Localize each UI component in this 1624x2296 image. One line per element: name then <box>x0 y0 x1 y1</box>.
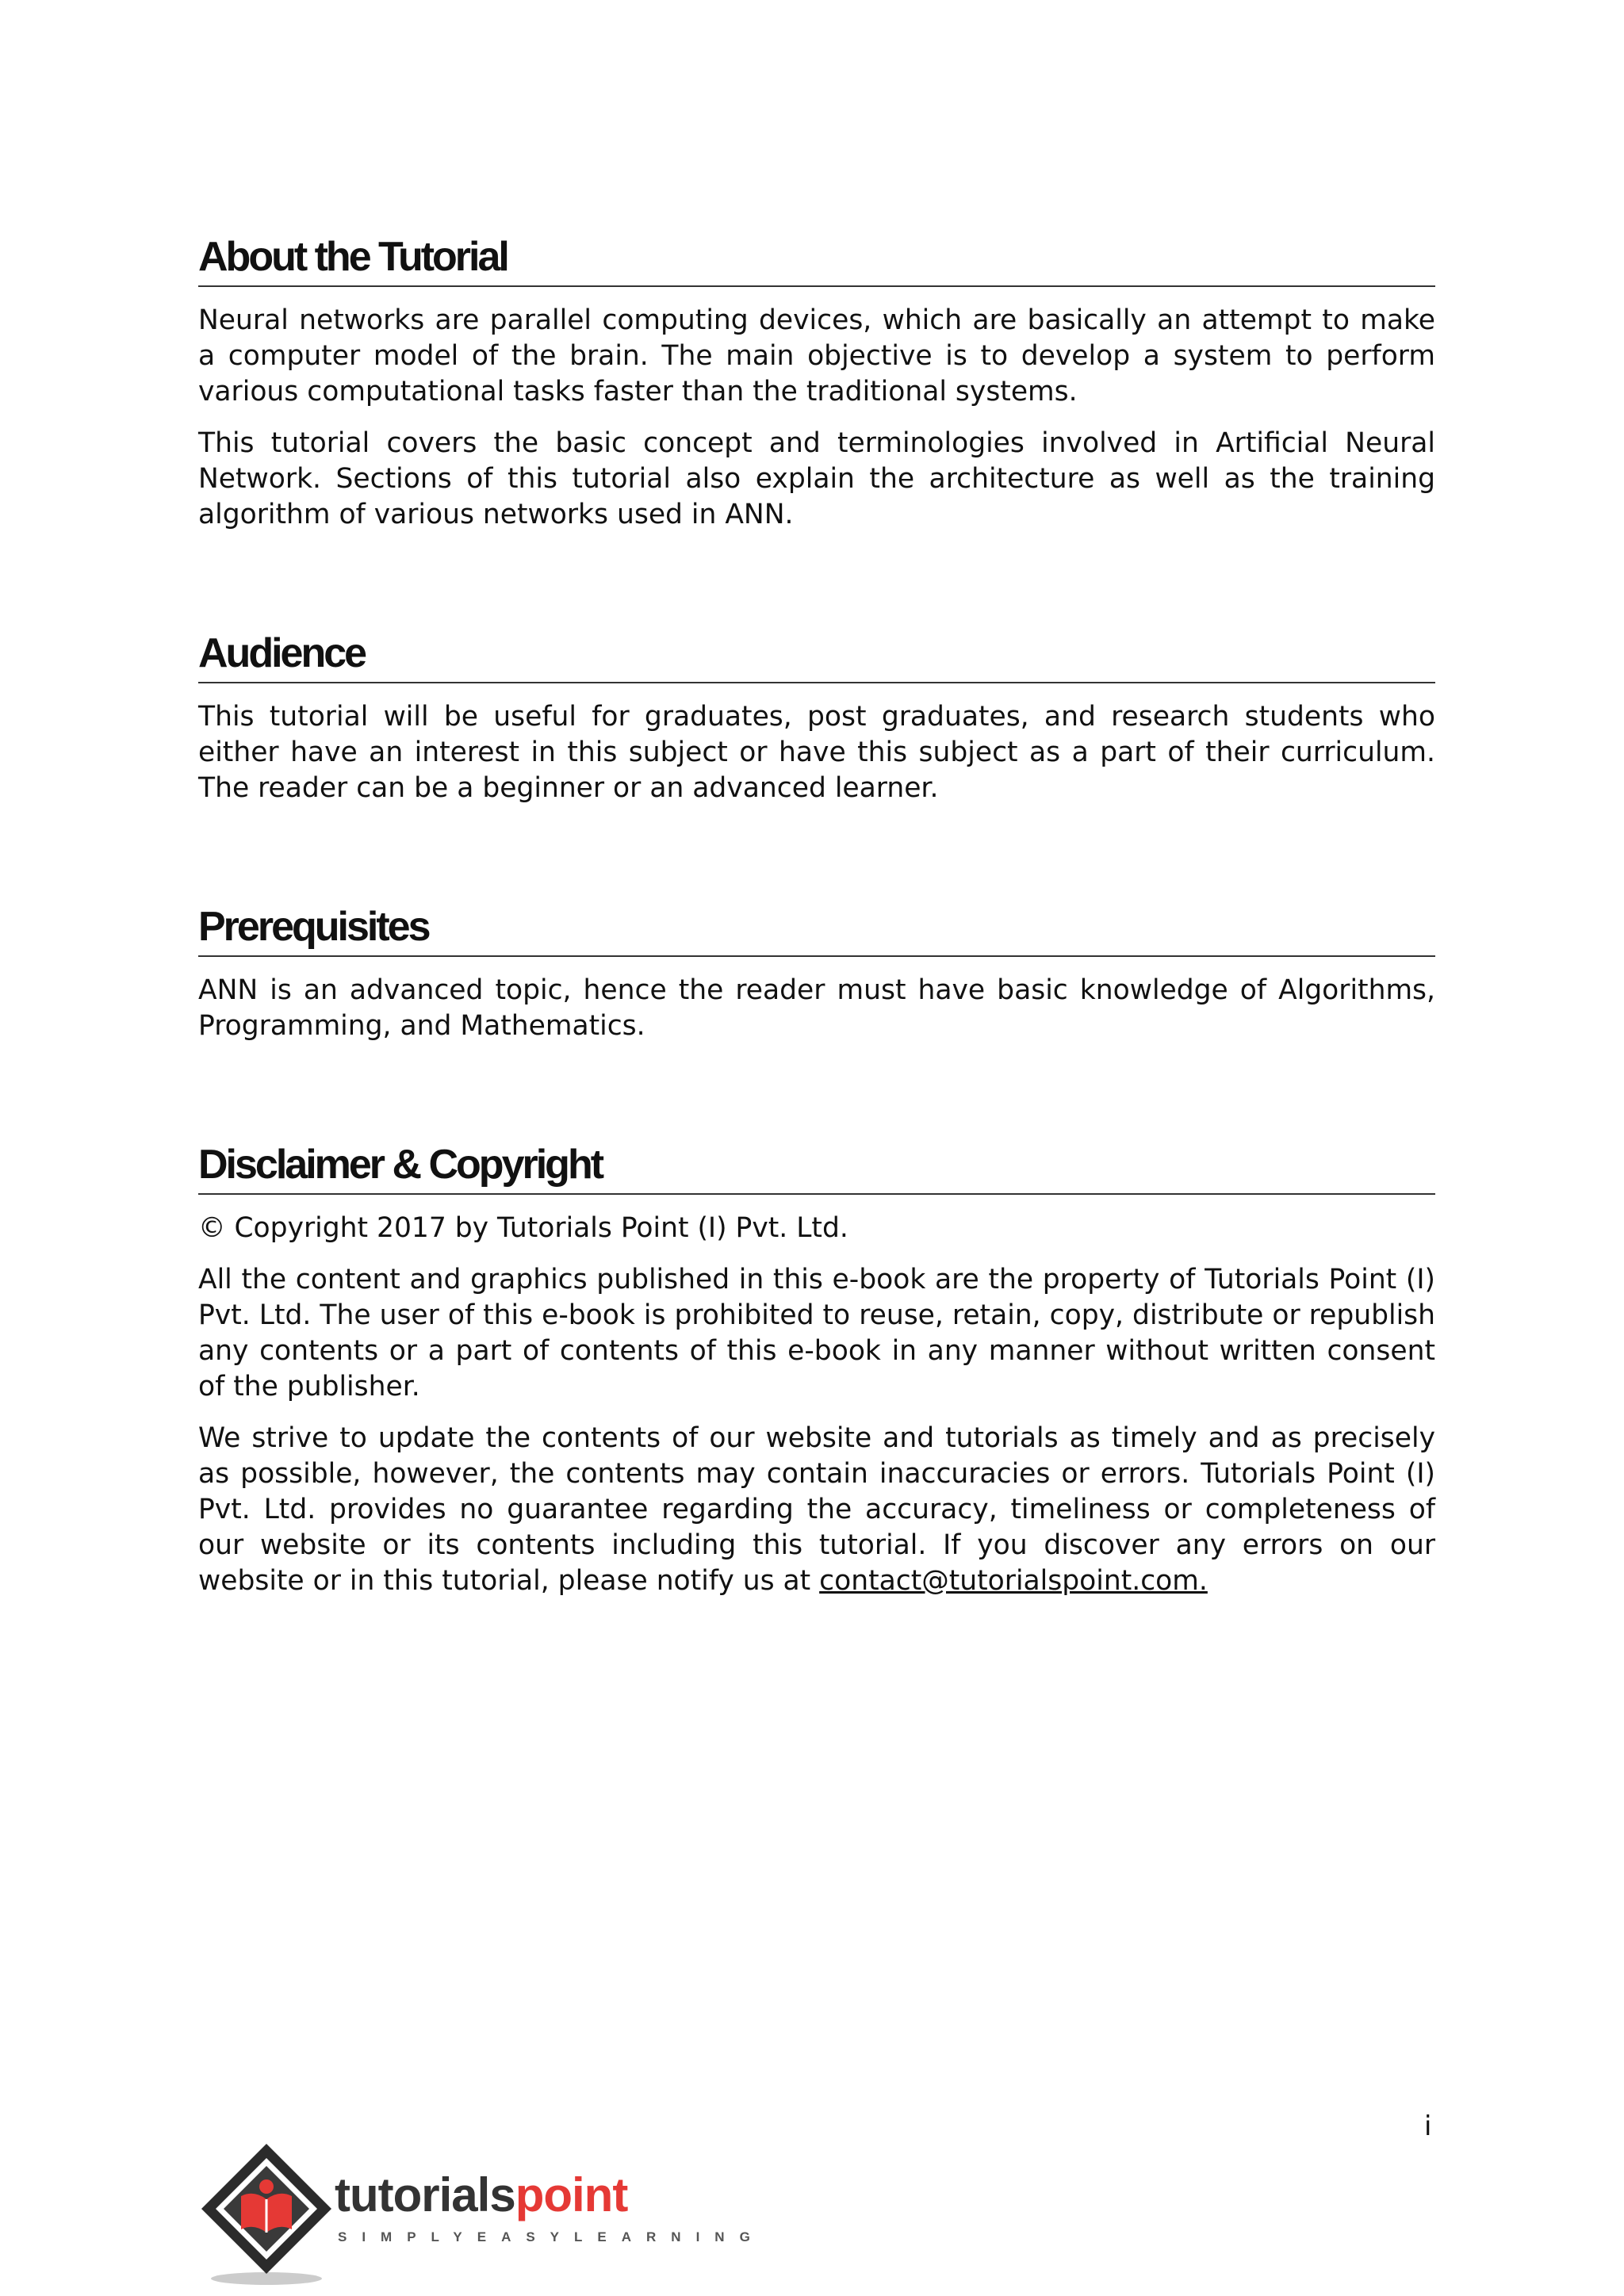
logo-word-point: point <box>515 2168 628 2221</box>
section-prerequisites <box>198 906 1435 1044</box>
document-body <box>198 236 1435 1599</box>
section-about <box>198 236 1435 533</box>
section-heading-audience: Audience <box>198 633 1435 683</box>
section-heading-prerequisites: Prerequisites <box>198 906 1435 957</box>
copyright-line: © Copyright 2017 by Tutorials Point (I) Pvt. Ltd. <box>198 1212 848 1244</box>
audience-paragraph: This tutorial will be useful for graduates, post graduates, and research students who either have an interest in this subject or have this subject as a part of their curriculum. The reader can be a beginner or an advanced learner. <box>198 701 1435 804</box>
page-number: i <box>1424 2110 1432 2142</box>
logo-tagline: SIMPLYEASYLEARNING <box>338 2229 765 2244</box>
tutorialspoint-logo <box>195 2137 765 2288</box>
disclaimer-paragraph-2-text: We strive to update the contents of our website and tutorials as timely and as precisely as possible, however, the contents may contain inaccuracies or errors. Tutorials Point (I) Pvt. Ltd. provides no guarantee regarding the accuracy, timeliness or completeness of our website or its contents including this tutorial. If you discover any errors on our website or in this tutorial, please notify us at <box>198 1422 1435 1597</box>
section-audience <box>198 630 1435 806</box>
disclaimer-paragraph-1: All the content and graphics published in this e-book are the property of Tutorials Point (I) Pvt. Ltd. The user of this e-book is prohibited to reuse, retain, copy, distribute or republish any contents or a part of contents of this e-book in any manner without written consent of the publisher. <box>198 1264 1435 1402</box>
prerequisites-paragraph: ANN is an advanced topic, hence the reader must have basic knowledge of Algorithms, Programming, and Mathematics. <box>198 974 1435 1042</box>
contact-email-link[interactable]: contact@tutorialspoint.com. <box>819 1565 1208 1597</box>
about-paragraph-2: This tutorial covers the basic concept and terminologies involved in Artificial Neural Network. Sections of this tutorial also explain the architecture as well as the training algorithm of various networks used in ANN. <box>198 427 1435 530</box>
section-heading-disclaimer: Disclaimer & Copyright <box>198 1144 1435 1195</box>
about-paragraph-1: Neural networks are parallel computing devices, which are basically an attempt to make a computer model of the brain. The main objective is to develop a system to perform various computational tasks faster than the traditional systems. <box>198 304 1435 408</box>
section-disclaimer <box>198 1144 1435 1599</box>
logo-wordmark <box>335 2168 627 2222</box>
logo-word-tutorials: tutorials <box>335 2168 515 2221</box>
disclaimer-paragraph-2 <box>198 1421 1435 1599</box>
section-heading-about: About the Tutorial <box>198 236 1435 287</box>
logo-diamond-icon <box>195 2137 338 2288</box>
